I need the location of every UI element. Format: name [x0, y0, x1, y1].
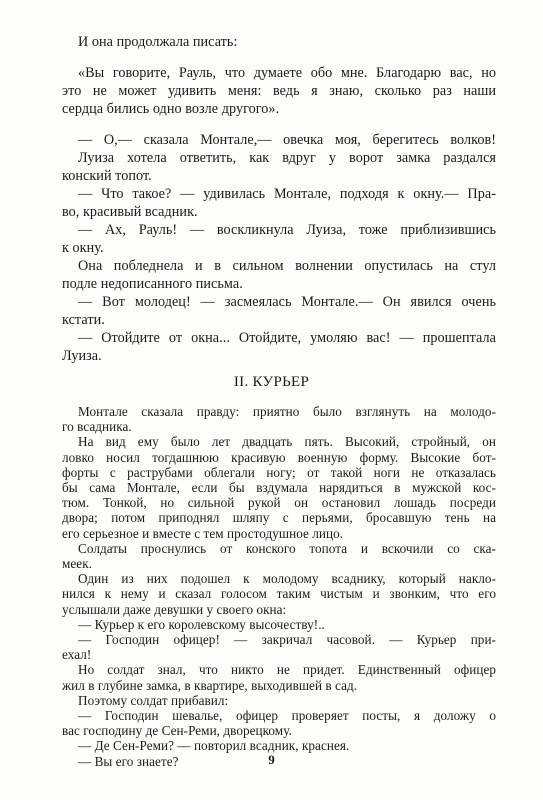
- body-line: меек.: [62, 556, 93, 571]
- body-line: Поэтому солдат прибавил:: [78, 692, 229, 708]
- body-line: бы сама Монтале, если бы вздумала нарядиться в мужской кос-: [62, 480, 496, 495]
- dialogue-line: — Вот молодец! — засмеялась Монтале.— Он явился очень: [78, 294, 496, 310]
- dialogue-line: — Отойдите от окна... Отойдите, умоляю вас! — прошептала: [78, 330, 496, 346]
- dialogue-line: — О,— сказала Монтале,— овечка моя, берегитесь волков!: [78, 132, 496, 148]
- dialogue-line: во, красивый всадник.: [62, 204, 198, 220]
- body-line: ловко носил тогдашнюю красивую военную форму. Высокие бот-: [62, 449, 496, 465]
- chapter-heading: II. КУРЬЕР: [233, 374, 310, 390]
- body-line: ехал!: [62, 647, 92, 663]
- body-line: го всадника.: [62, 419, 132, 435]
- dialogue-line: — Что такое? — удивилась Монтале, подходя к окну.— Пра-: [78, 186, 496, 202]
- letter-line: «Вы говорите, Рауль, что думаете обо мне. Благодарю вас, но: [78, 65, 496, 81]
- letter-line: сердца бились одно возле другого».: [62, 101, 280, 117]
- body-line: — Господин шевалье, офицер проверяет посты, я доложу о: [78, 708, 496, 723]
- dialogue-line: — Ах, Рауль! — воскликнула Луиза, тоже приблизившись: [78, 222, 496, 238]
- body-line: двора; потом приподнял шляпу с перьями, бросавшую тень на: [62, 510, 496, 526]
- dialogue-line: конский топот.: [62, 168, 152, 184]
- body-line: услышали даже девушки у своего окна:: [62, 601, 287, 617]
- body-line: На вид ему было лет двадцать пять. Высокий, стройный, он: [78, 434, 496, 450]
- body-line: Один из них подошел к молодому всаднику, который накло-: [78, 571, 496, 587]
- body-line: Монтале сказала правду: приятно было взглянуть на молодо-: [78, 404, 496, 419]
- dialogue-line: Она побледнела и в сильном волнении опустилась на стул: [78, 258, 496, 274]
- dialogue-line: к окну.: [62, 240, 104, 256]
- body-line: Но солдат знал, что никто не придет. Единственный офицер: [78, 662, 496, 678]
- body-line: Солдаты проснулись от конского топота и вскочили со ска-: [78, 540, 496, 556]
- body-line: — Курьер к его королевскому высочеству!..: [78, 616, 325, 632]
- letter-line: это не может удивить меня: ведь я знаю, сколько раз наши: [62, 83, 496, 99]
- body-line: жил в глубине замка, в квартире, выходившей в сад.: [62, 677, 358, 693]
- body-line: форты с раструбами облегали ногу; от такой ноги не отказалась: [62, 464, 496, 480]
- page-number: 9: [268, 752, 275, 767]
- body-line: тюм. Тонкой, но сильной рукой он остановил лошадь посреди: [62, 495, 496, 511]
- body-line: его серьезное и вместе с тем простодушное лицо.: [62, 525, 344, 541]
- body-line: вас господину де Сен-Реми, дворецкому.: [62, 723, 292, 739]
- dialogue-line: подле недописанного письма.: [62, 276, 243, 292]
- body-line: нился к нему и сказал голосом таким чистым и звонким, что его: [62, 586, 496, 602]
- dialogue-line: Луиза хотела ответить, как вдруг у ворот замка раздался: [78, 150, 496, 166]
- intro-line: И она продолжала писать:: [78, 34, 238, 50]
- body-line: — Господин офицер! — закричал часовой. — Курьер при-: [78, 632, 496, 647]
- dialogue-line: Луиза.: [62, 348, 102, 364]
- body-line: — Де Сен-Реми? — повторил всадник, краснея.: [78, 738, 350, 754]
- dialogue-line: кстати.: [62, 312, 105, 328]
- body-line: — Вы его знаете?: [78, 753, 179, 769]
